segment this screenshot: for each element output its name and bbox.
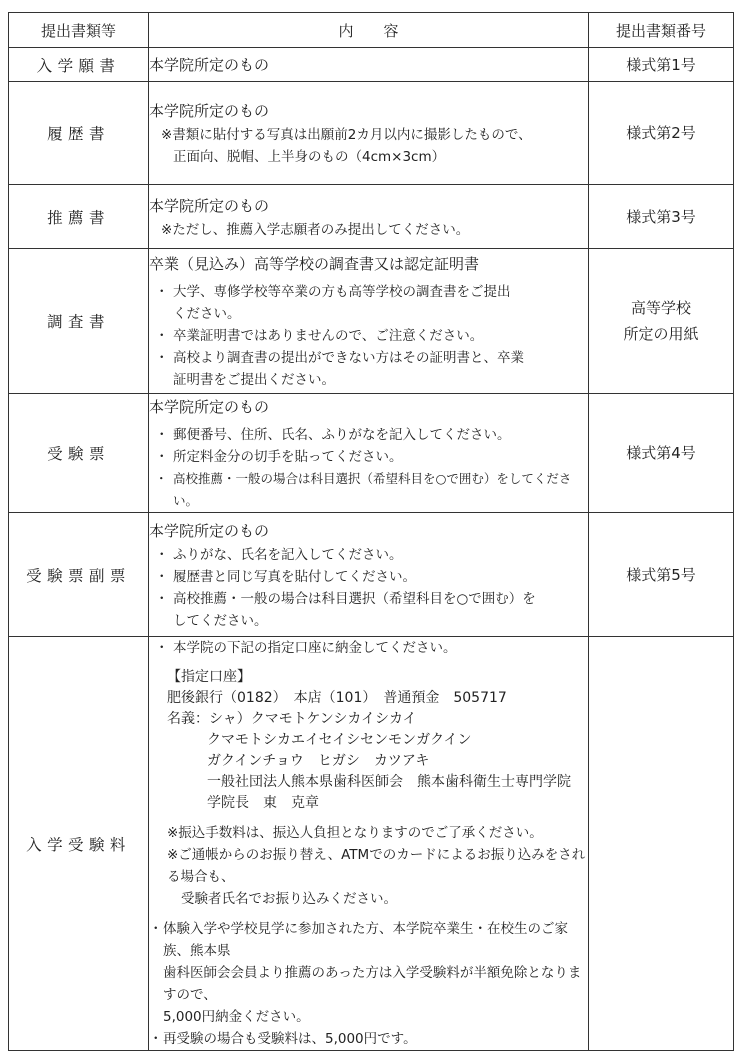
row-name: 入学願書 xyxy=(9,48,149,82)
row-name: 履歴書 xyxy=(9,82,149,185)
row-exam-ticket-copy xyxy=(9,513,734,637)
row-number: 高等学校 所定の用紙 xyxy=(589,249,734,394)
bullet-item: ・ 本学院の下記の指定口座に納金してください。 xyxy=(155,640,457,656)
row-content: 本学院所定のもの ・ ふりがな、氏名を記入してください。 ・ 履歴書と同じ写真を貼付してください。 ・ 高校推薦・一般の場合は科目選択（希望科目を○で囲む）を してください。 xyxy=(149,513,589,637)
row-number: 様式第5号 xyxy=(589,513,734,637)
row-number xyxy=(589,637,734,1051)
row-name: 調査書 xyxy=(9,249,149,394)
row-resume xyxy=(9,82,734,185)
row-content: ・ 本学院の下記の指定口座に納金してください。 【指定口座】 肥後銀行（0182） 本店（101） 普通預金 505717 名義：シャ）クマモトケンシカイシカイ クマモトシカエイセイシセンモンガクイン ガクインチョウ ヒガシ カツアキ 一般社団法人熊本県歯科医師会 熊本歯科衛生士専門学院 学院長 東 克章 ※振込手数料は、振込人負担となりますのでご了承ください。 ※ご通帳からのお振り替え、ATMでのカードによるお振り込みをされる場合も、 受験者氏名でお振り込みください。 ・ 体験入学や学校見学に参加された方、本学院卒業生・在校生のご家族、熊本県 歯科医師会会員より推薦のあった方は入学受験料が半額免除となりますので、 5,000円納金ください。 ・ 再受験の場合も受験料は、5,000円です。 xyxy=(149,637,589,1051)
requirements-table xyxy=(8,12,734,1051)
row-survey xyxy=(9,249,734,394)
row-exam-ticket xyxy=(9,394,734,513)
row-name: 入学受験料 xyxy=(9,637,149,1051)
bullet-item: ・ 所定料金分の切手を貼ってください。 xyxy=(155,449,403,465)
row-name: 受験票 xyxy=(9,394,149,513)
row-content: 本学院所定のもの ※ただし、推薦入学志願者のみ提出してください。 xyxy=(149,185,589,249)
row-exam-fee xyxy=(9,637,734,1051)
bullet-item: ・ 大学、専修学校等卒業の方も高等学校の調査書をご提出 xyxy=(155,284,511,300)
bullet-item: ・ 高校推薦・一般の場合は科目選択（希望科目を○で囲む）を xyxy=(155,590,536,607)
account-bank: 肥後銀行（0182） 本店（101） 普通預金 505717 xyxy=(167,690,507,706)
row-recommendation xyxy=(9,185,734,249)
bullet-item: ・ 卒業証明書ではありませんので、ご注意ください。 xyxy=(155,328,484,344)
row-content: 本学院所定のもの xyxy=(149,48,589,82)
bullet-item: ・ 体験入学や学校見学に参加された方、本学院卒業生・在校生のご家族、熊本県 xyxy=(149,921,568,959)
header-row xyxy=(9,13,734,48)
header-number: 提出書類番号 xyxy=(589,13,734,48)
row-application xyxy=(9,48,734,82)
bullet-item: ・ 高校より調査書の提出ができない方はその証明書と、卒業 xyxy=(155,350,524,366)
row-name: 推薦書 xyxy=(9,185,149,249)
row-number: 様式第3号 xyxy=(589,185,734,249)
header-content: 内 容 xyxy=(149,13,589,48)
bullet-item: ・ 郵便番号、住所、氏名、ふりがなを記入してください。 xyxy=(155,427,511,443)
account-title: 【指定口座】 xyxy=(167,669,251,685)
account-holder: 名義：シャ）クマモトケンシカイシカイ xyxy=(167,711,417,727)
fee-note: ※ご通帳からのお振り替え、ATMでのカードによるお振り込みをされる場合も、 xyxy=(167,847,586,885)
bullet-item: ・ 高校推薦・一般の場合は科目選択（希望科目を○で囲む）をしてください。 xyxy=(155,471,572,508)
row-number: 様式第1号 xyxy=(589,48,734,82)
bullet-item: ・ 再受験の場合も受験料は、5,000円です。 xyxy=(149,1031,417,1047)
row-name: 受験票副票 xyxy=(9,513,149,637)
row-content: 本学院所定のもの ・ 郵便番号、住所、氏名、ふりがなを記入してください。 ・ 所定料金分の切手を貼ってください。 ・ 高校推薦・一般の場合は科目選択（希望科目を○で囲む）をしてください。 xyxy=(149,394,589,513)
bullet-item: ・ 履歴書と同じ写真を貼付してください。 xyxy=(155,568,416,585)
row-number: 様式第4号 xyxy=(589,394,734,513)
bullet-item: ・ ふりがな、氏名を記入してください。 xyxy=(155,546,403,563)
row-number: 様式第2号 xyxy=(589,82,734,185)
fee-note: ※振込手数料は、振込人負担となりますのでご了承ください。 xyxy=(167,825,543,841)
header-documents: 提出書類等 xyxy=(9,13,149,48)
row-content: 本学院所定のもの ※書類に貼付する写真は出願前2カ月以内に撮影したもので、 正面向、脱帽、上半身のもの（4cm×3cm） xyxy=(149,82,589,185)
row-content: 卒業（見込み）高等学校の調査書又は認定証明書 ・ 大学、専修学校等卒業の方も高等学校の調査書をご提出 ください。 ・ 卒業証明書ではありませんので、ご注意ください。 ・ 高校より調査書の提出ができない方はその証明書と、卒業 証明書をご提出ください。 xyxy=(149,249,589,394)
